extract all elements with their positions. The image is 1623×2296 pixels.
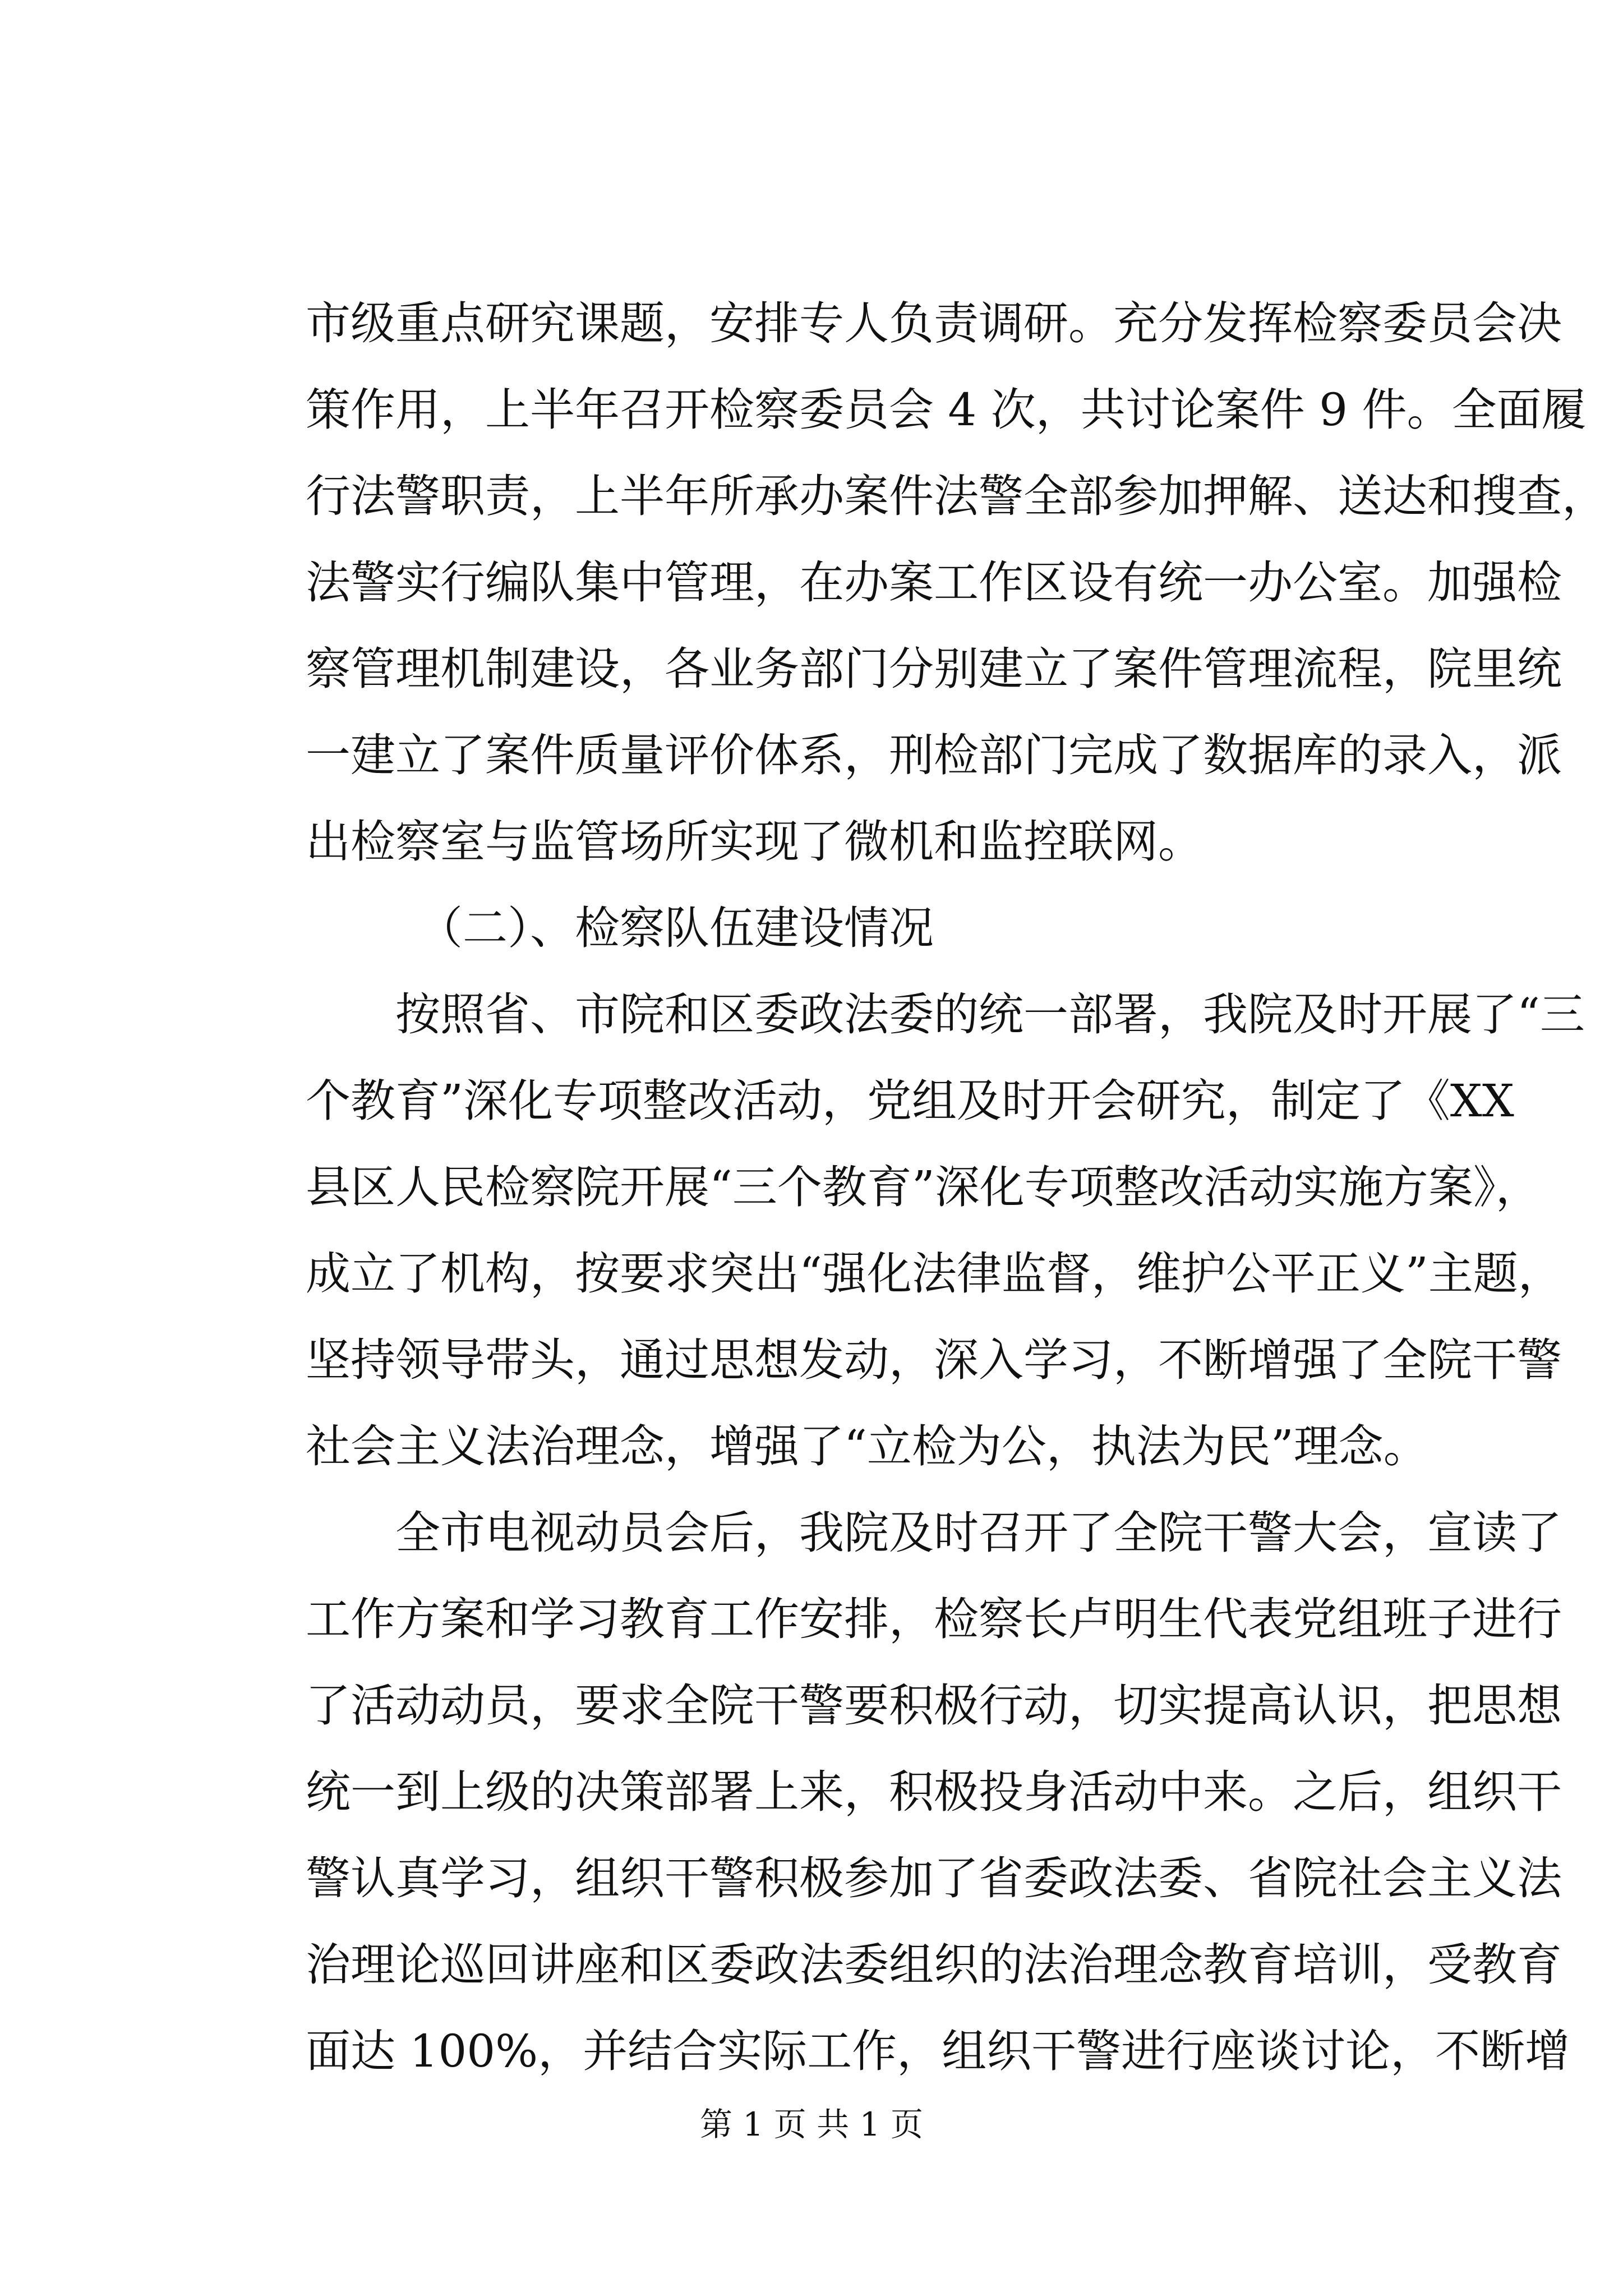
paragraph-line: 统一到上级的决策部署上来，积极投身活动中来。之后，组织干: [306, 1766, 1562, 1818]
page-footer: [0, 2105, 1623, 2144]
paragraph-line: 了活动动员，要求全院干警要积极行动，切实提高认识，把思想: [306, 1680, 1562, 1732]
page-number: 第 1 页 共 1 页: [700, 2105, 923, 2143]
section-heading: （二）、检察队伍建设情况: [418, 902, 934, 954]
paragraph-line: 县区人民检察院开展“三个教育”深化专项整改活动实施方案》，: [306, 1161, 1541, 1213]
paragraph-line: 面达 100%，并结合实际工作，组织干警进行座谈讨论，不断增: [306, 2025, 1570, 2077]
paragraph-line: 警认真学习，组织干警积极参加了省委政法委、省院社会主义法: [306, 1852, 1562, 1904]
paragraph-line: 一建立了案件质量评价体系，刑检部门完成了数据库的录入，派: [306, 729, 1562, 781]
paragraph-line: 个教育”深化专项整改活动，党组及时开会研究，制定了《XX: [306, 1075, 1514, 1127]
paragraph-line: 成立了机构，按要求突出“强化法律监督，维护公平正义”主题，: [306, 1248, 1563, 1300]
paragraph-line: 行法警职责，上半年所承办案件法警全部参加押解、送达和搜查，: [306, 470, 1607, 522]
paragraph-line: 坚持领导带头，通过思想发动，深入学习，不断增强了全院干警: [306, 1334, 1562, 1386]
paragraph-line: 市级重点研究课题，安排专人负责调研。充分发挥检察委员会决: [306, 297, 1562, 349]
paragraph-line: 社会主义法治理念，增强了“立检为公，执法为民”理念。: [306, 1420, 1428, 1473]
paragraph-line: 全市电视动员会后，我院及时召开了全院干警大会，宣读了: [395, 1507, 1562, 1559]
body-text: [306, 280, 1607, 2095]
paragraph-line: 出检察室与监管场所实现了微机和监控联网。: [306, 816, 1203, 868]
paragraph-line: 按照省、市院和区委政法委的统一部署，我院及时开展了“三: [395, 988, 1585, 1041]
paragraph-line: 策作用，上半年召开检察委员会 4 次，共讨论案件 9 件。全面履: [306, 384, 1587, 436]
paragraph-line: 治理论巡回讲座和区委政法委组织的法治理念教育培训，受教育: [306, 1939, 1562, 1991]
paragraph-line: 法警实行编队集中管理，在办案工作区设有统一办公室。加强检: [306, 556, 1562, 609]
paragraph-line: 工作方案和学习教育工作安排，检察长卢明生代表党组班子进行: [306, 1593, 1562, 1645]
paragraph-line: 察管理机制建设，各业务部门分别建立了案件管理流程，院里统: [306, 643, 1562, 695]
